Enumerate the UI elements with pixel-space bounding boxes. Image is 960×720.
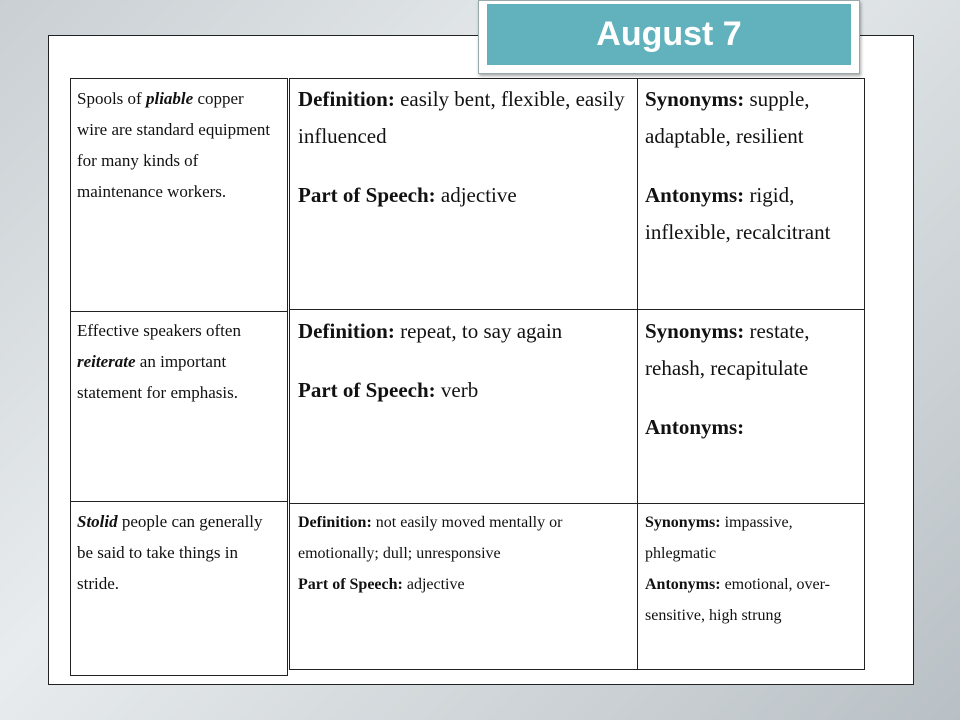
row-divider [71,311,287,312]
sentence-stolid: Stolid people can generally be said to take things in stride. [77,512,263,593]
vocab-word: pliable [145,89,194,108]
sentences-column [70,78,288,676]
row-divider [71,501,287,502]
row-divider [290,503,864,504]
synonyms-cell: Synonyms: impassive, phlegmatic Antonyms: emotional, over-sensitive, high strung [645,514,830,624]
column-divider [637,79,638,669]
definition-cell: Definition: repeat, to say again Part of Speech: verb [298,319,563,402]
row-divider [290,309,864,310]
vocab-word: Stolid [77,512,118,531]
vocab-word: reiterate [77,352,136,371]
definitions-table [289,78,865,670]
sentence-reiterate: Effective speakers often reiterate an important statement for emphasis. [77,321,241,402]
synonyms-cell: Synonyms: restate, rehash, recapitulate Antonyms: [645,319,810,439]
date-title: August 7 [487,4,851,65]
definition-cell: Definition: easily bent, flexible, easily influenced Part of Speech: adjective [298,87,625,207]
sentence-pliable: Spools of pliable copper wire are standard equipment for many kinds of maintenance workers. [77,89,271,201]
definition-cell: Definition: not easily moved mentally or emotionally; dull; unresponsive Part of Speech: adjective [298,514,563,593]
synonyms-cell: Synonyms: supple, adaptable, resilient Antonyms: rigid, inflexible, recalcitrant [645,87,831,244]
date-badge [478,0,860,74]
